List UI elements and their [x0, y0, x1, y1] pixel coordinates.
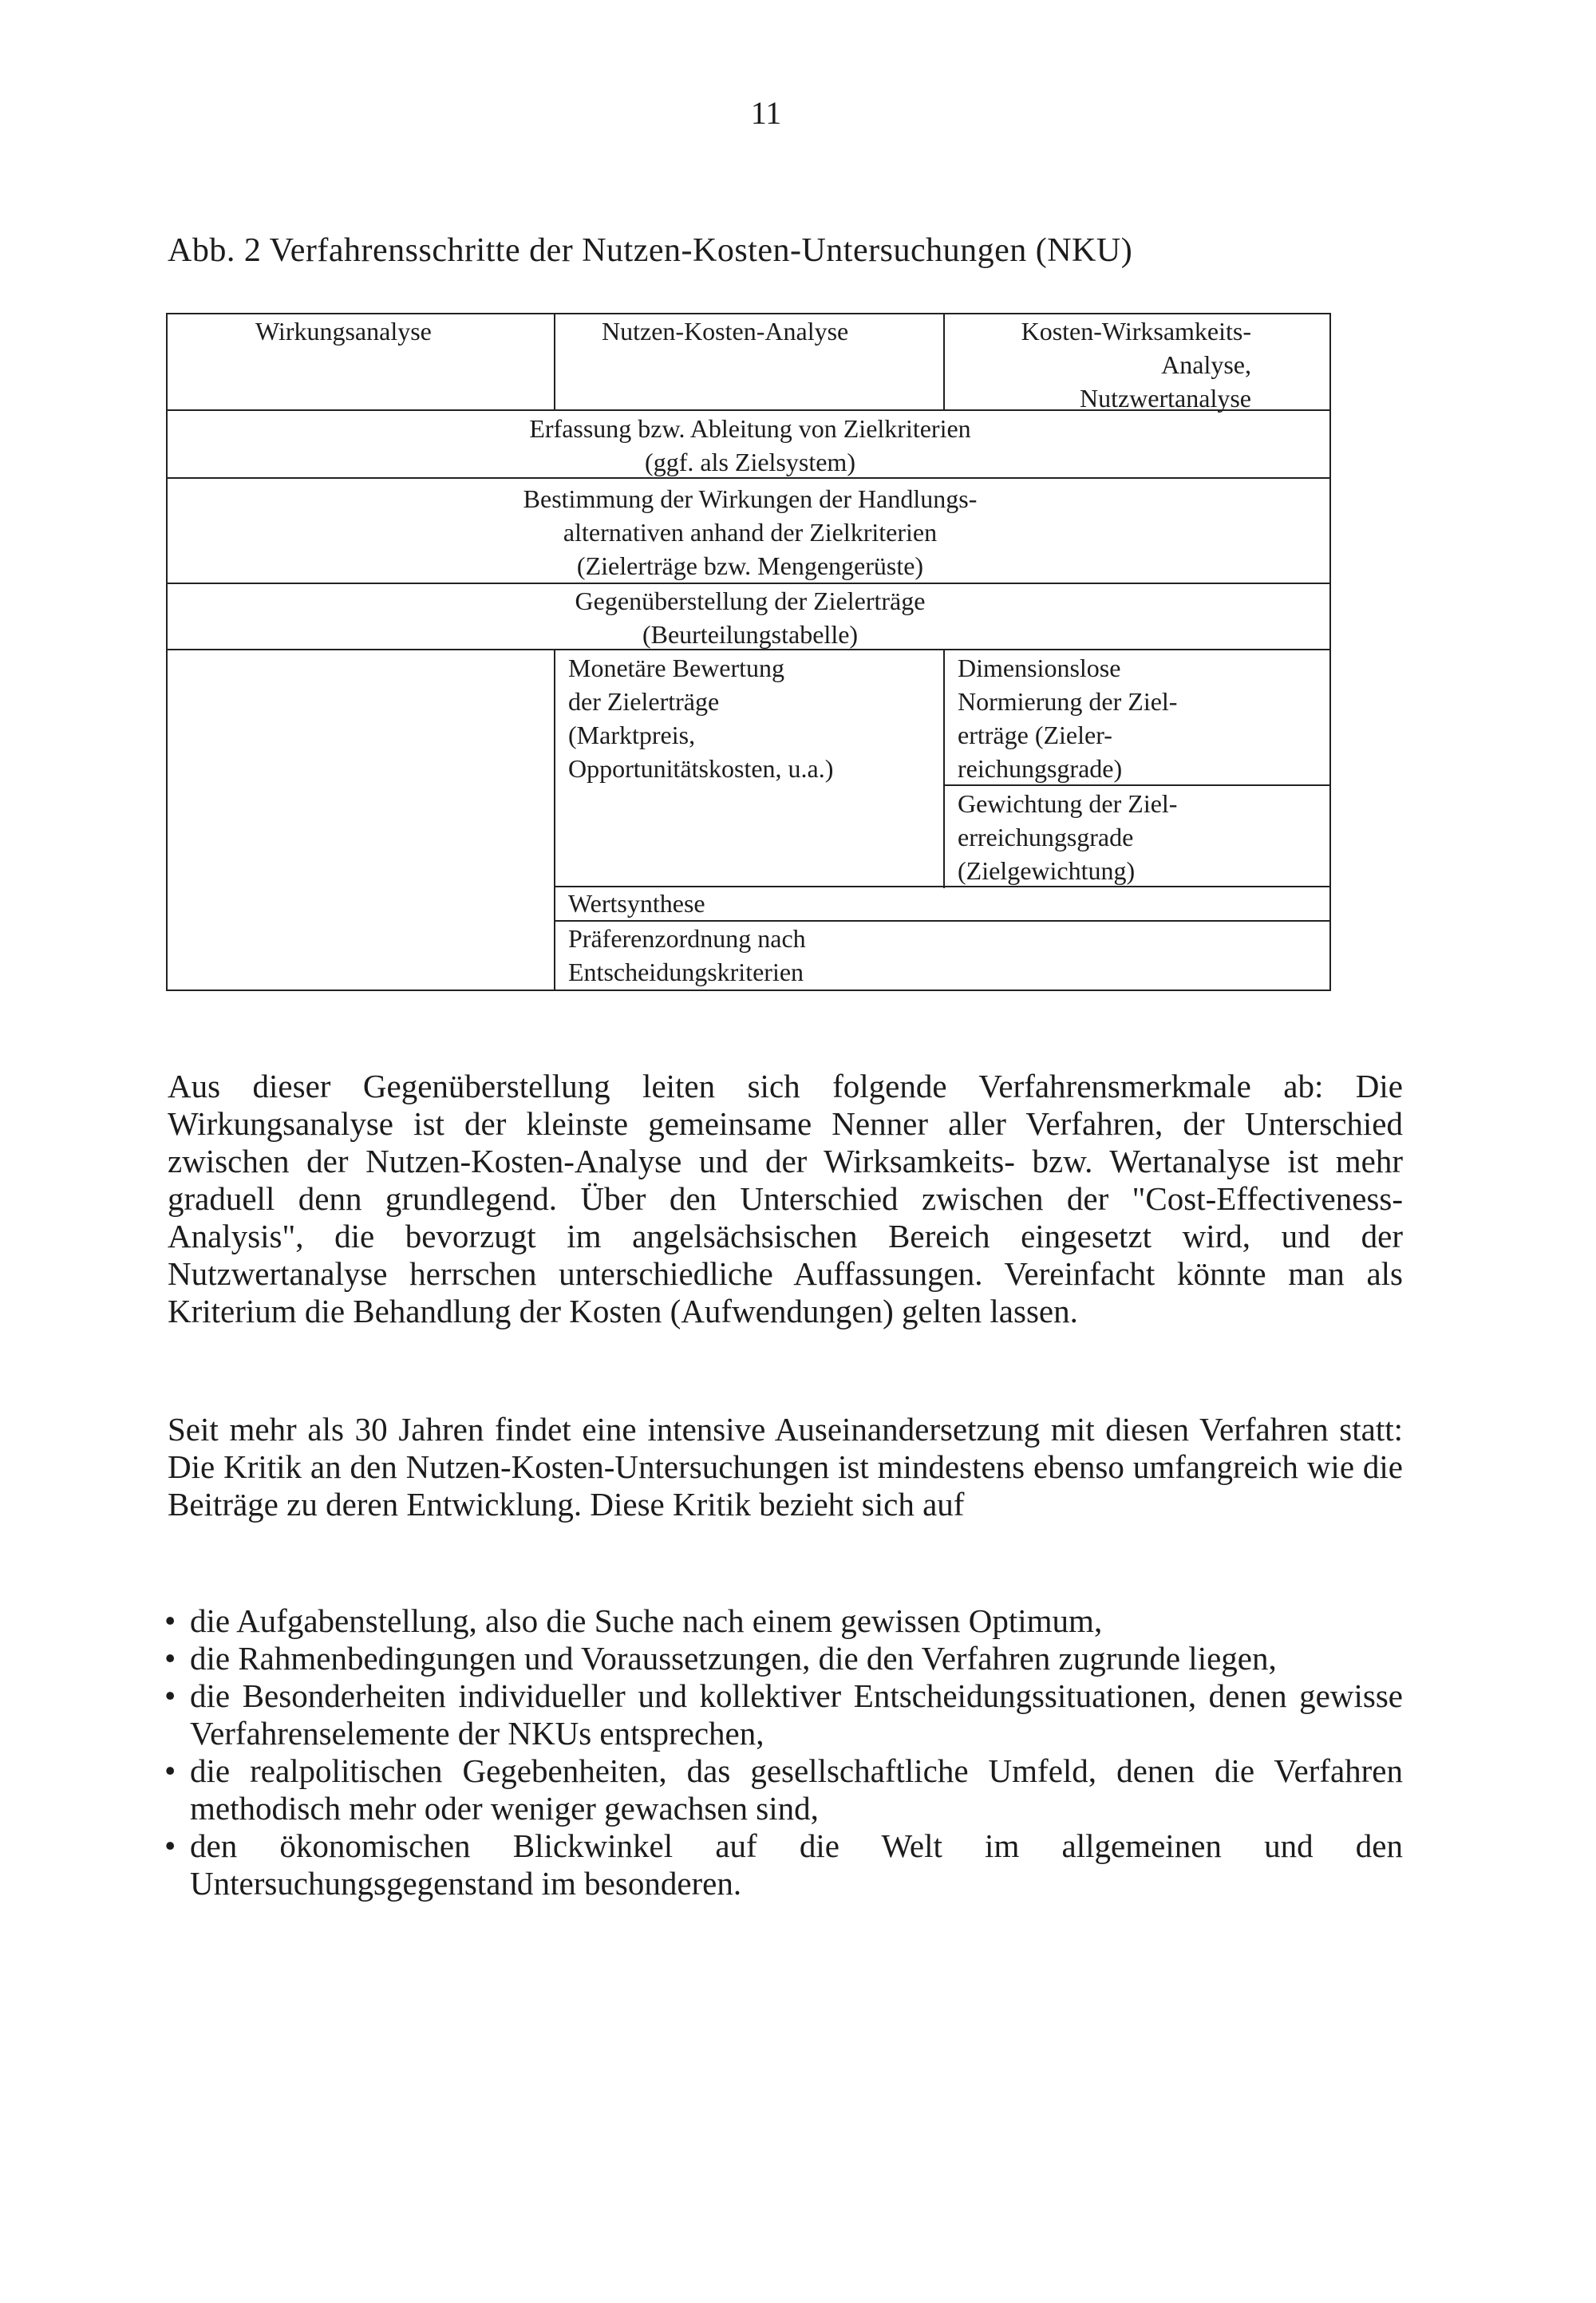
- bullet-icon: •: [164, 1752, 176, 1789]
- list-item: • die Besonderheiten individueller und kollektiver Entscheidungssituationen, denen gewisse Verfahrenselemente der NKUs entsprechen,: [164, 1677, 1403, 1752]
- step-wertsynthese: Wertsynthese: [568, 889, 705, 918]
- bullet-icon: •: [164, 1640, 176, 1677]
- list-item: • den ökonomischen Blickwinkel auf die Welt im allgemeinen und den Untersuchungsgegenstand im besonderen.: [164, 1827, 1403, 1902]
- step-monetaere-bewertung: Monetäre Bewertung der Zielerträge (Marktpreis, Opportunitätskosten, u.a.): [568, 654, 834, 783]
- step-bestimmung: Bestimmung der Wirkungen der Handlungs- alternativen anhand der Zielkriterien (Zielerträge bzw. Mengengerüste): [523, 484, 978, 580]
- step-praeferenzordnung: Präferenzordnung nach Entscheidungskriterien: [568, 924, 806, 986]
- bullet-icon: •: [164, 1602, 176, 1639]
- paragraph-2: Seit mehr als 30 Jahren findet eine intensive Auseinandersetzung mit diesen Verfahren statt: Die Kritik an den Nutzen-Kosten-Untersuchungen ist mindestens ebenso umfangreich wie die Beiträge zu deren Entwicklung. Diese Kritik bezieht sich auf: [168, 1411, 1403, 1523]
- procedure-diagram: [0, 0, 1596, 1037]
- header-nutzen-kosten-analyse: Nutzen-Kosten-Analyse: [602, 317, 849, 346]
- criticism-list: [158, 1602, 1403, 1902]
- header-kosten-wirksamkeits-analyse: Kosten-Wirksamkeits- Analyse, Nutzwertanalyse: [1021, 317, 1251, 413]
- left-column-divider: [554, 649, 555, 991]
- figure-caption: Abb. 2 Verfahrensschritte der Nutzen-Kosten-Untersuchungen (NKU): [168, 232, 1133, 269]
- list-item: • die realpolitischen Gegebenheiten, das gesellschaftliche Umfeld, denen die Verfahren methodisch mehr oder weniger gewachsen sind,: [164, 1752, 1403, 1827]
- header-wirkungsanalyse: Wirkungsanalyse: [255, 317, 432, 346]
- step-gegenueberstellung: Gegenüberstellung der Zielerträge (Beurteilungstabelle): [575, 587, 926, 649]
- step-gewichtung: Gewichtung der Ziel- erreichungsgrade (Zielgewichtung): [958, 789, 1178, 885]
- list-item: • die Rahmenbedingungen und Voraussetzungen, die den Verfahren zugrunde liegen,: [164, 1640, 1277, 1677]
- paragraph-1: Aus dieser Gegenüberstellung leiten sich folgende Verfahrensmerkmale ab: Die Wirkungsanalyse ist der kleinste gemeinsame Nenner aller Verfahren, der Unterschied zwischen der Nutzen-Kosten-Analyse und der Wirksamkeits- bzw. Wertanalyse ist mehr graduell denn grundlegend. Über den Unterschied zwischen der "Cost-Effectiveness-Analysis", die bevorzugt im angelsächsischen Bereich eingesetzt wird, und der Nutzwertanalyse herrschen unterschiedliche Auffassungen. Vereinfacht könnte man als Kriterium die Behandlung der Kosten (Aufwendungen) gelten lassen.: [168, 1068, 1403, 1329]
- step-dimensionslose-normierung: Dimensionslose Normierung der Ziel- erträge (Zieler- reichungsgrade): [958, 654, 1178, 783]
- page-number: 11: [750, 95, 782, 131]
- header-divider-1: [554, 313, 555, 410]
- list-item: • die Aufgabenstellung, also die Suche nach einem gewissen Optimum,: [164, 1602, 1103, 1639]
- right-column-divider: [943, 649, 945, 888]
- step-erfassung: Erfassung bzw. Ableitung von Zielkriterien (ggf. als Zielsystem): [529, 414, 971, 476]
- bullet-icon: •: [164, 1677, 176, 1714]
- bullet-icon: •: [164, 1827, 176, 1864]
